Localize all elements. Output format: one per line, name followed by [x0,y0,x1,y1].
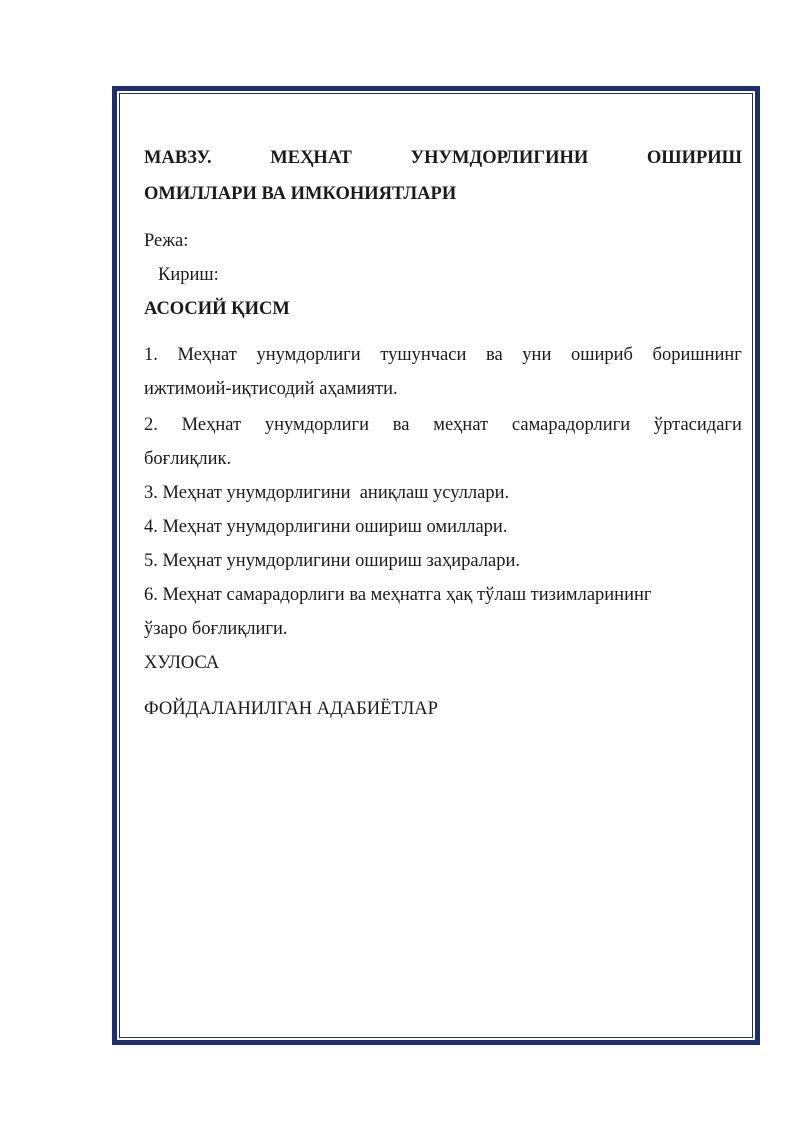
word: унумдорлиги [256,345,361,365]
word: меҳнат [433,415,489,435]
word: ўртасидаги [653,415,742,435]
title-word: МЕҲНАТ [270,148,352,168]
title-line-1 [144,140,742,176]
document-body [144,140,742,726]
word: ва [392,415,410,435]
list-item-line: 6. Меҳнат самарадорлиги ва меҳнатга ҳақ тўлаш тизимларининг [144,585,652,605]
intro-heading: Кириш: [158,265,219,285]
word: уни [522,345,552,365]
list-item-line: ўзаро боғлиқлиги. [144,619,288,639]
word: 2. [144,415,158,435]
word: ва [485,345,503,365]
word: 1. [144,345,158,365]
word: Меҳнат [177,345,237,365]
list-item-line: ижтимоий-иқтисодий аҳамияти. [144,379,398,399]
list-item [144,578,742,646]
list-item: 3. Меҳнат унумдорлигини аниқлаш усуллари. [144,483,510,503]
title-word: ОШИРИШ [646,148,742,168]
list-item-line [144,408,742,442]
plan-label: Режа: [144,231,189,251]
list-item-line: боғлиқлик. [144,449,232,469]
word: тушунчаси [380,345,467,365]
references-heading: ФОЙДАЛАНИЛГАН АДАБИЁТЛАР [144,699,438,719]
conclusion-heading: ХУЛОСА [144,653,220,673]
main-part-heading: АСОСИЙ ҚИСМ [144,299,290,319]
plan-list [144,338,742,646]
list-item [144,408,742,476]
list-item-line [144,338,742,372]
document-title [144,140,742,212]
title-word: УНУМДОРЛИГИНИ [410,148,589,168]
word: самарадорлиги [511,415,631,435]
word: боришнинг [652,345,742,365]
title-line-2: ОМИЛЛАРИ ВА ИМКОНИЯТЛАРИ [144,184,457,204]
word: Меҳнат [181,415,242,435]
word: ошириб [570,345,633,365]
list-item [144,338,742,406]
title-word: МАВЗУ. [144,148,212,168]
list-item: 5. Меҳнат унумдорлигини ошириш заҳиралари. [144,551,521,571]
list-item: 4. Меҳнат унумдорлигини ошириш омиллари. [144,517,508,537]
word: унумдорлиги [264,415,369,435]
